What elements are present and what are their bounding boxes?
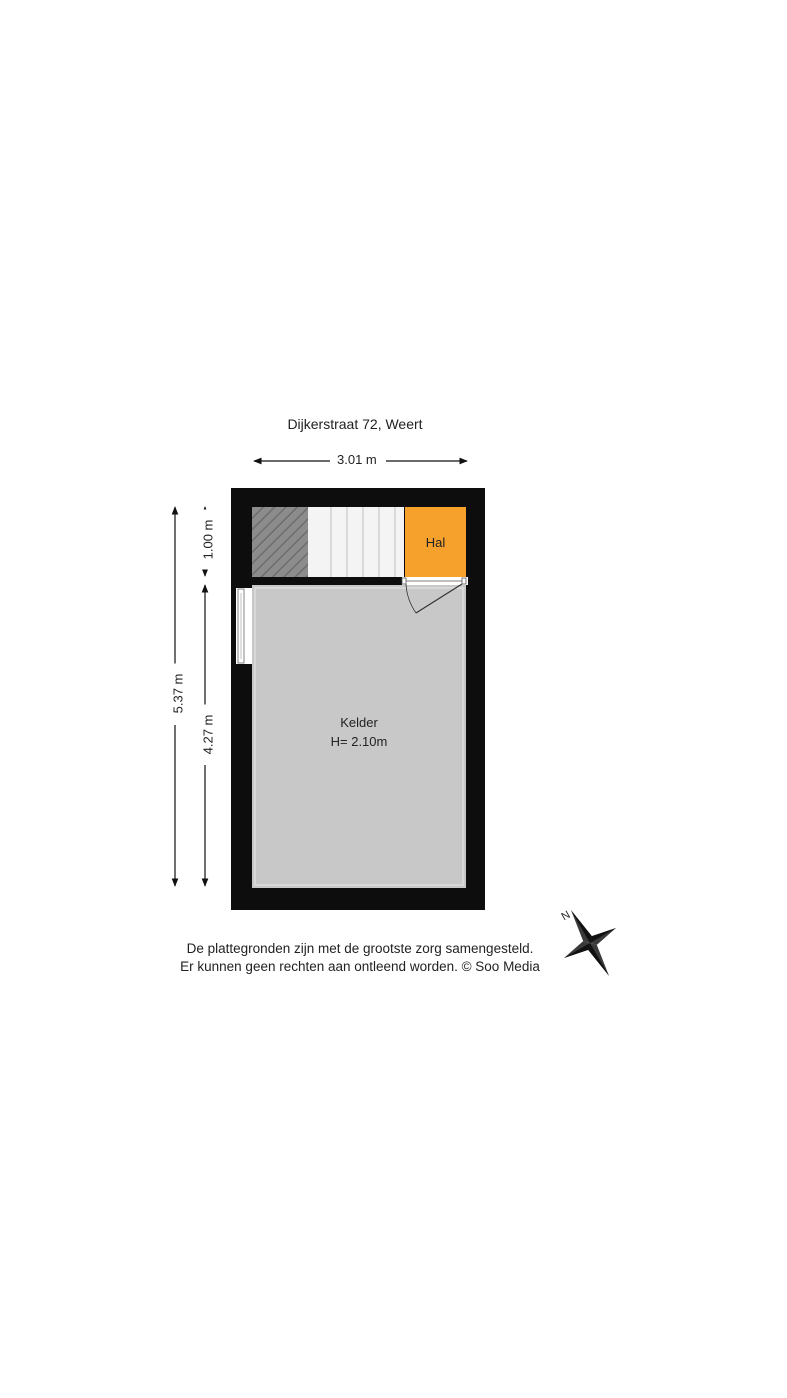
total-height-label: 5.37 m — [171, 664, 186, 724]
kelder-height-label: H= 2.10m — [330, 734, 388, 749]
disclaimer-line-1: De plattegronden zijn met de grootste zorg samengesteld. — [186, 941, 534, 956]
hal-depth-label: 1.00 m — [201, 510, 216, 570]
kelder-depth-label: 4.27 m — [201, 705, 216, 765]
kelder-label: Kelder — [340, 715, 378, 730]
hal-label: Hal — [425, 535, 446, 550]
compass-north-label: N — [559, 908, 573, 924]
disclaimer-line-2: Er kunnen geen rechten aan ontleend worden. © Soo Media — [180, 959, 540, 974]
page-title: Dijkerstraat 72, Weert — [287, 416, 423, 432]
disclaimer — [150, 940, 570, 976]
window — [236, 588, 252, 664]
staircase — [308, 507, 404, 577]
hatched-storage — [252, 507, 308, 577]
width-label: 3.01 m — [334, 452, 380, 467]
